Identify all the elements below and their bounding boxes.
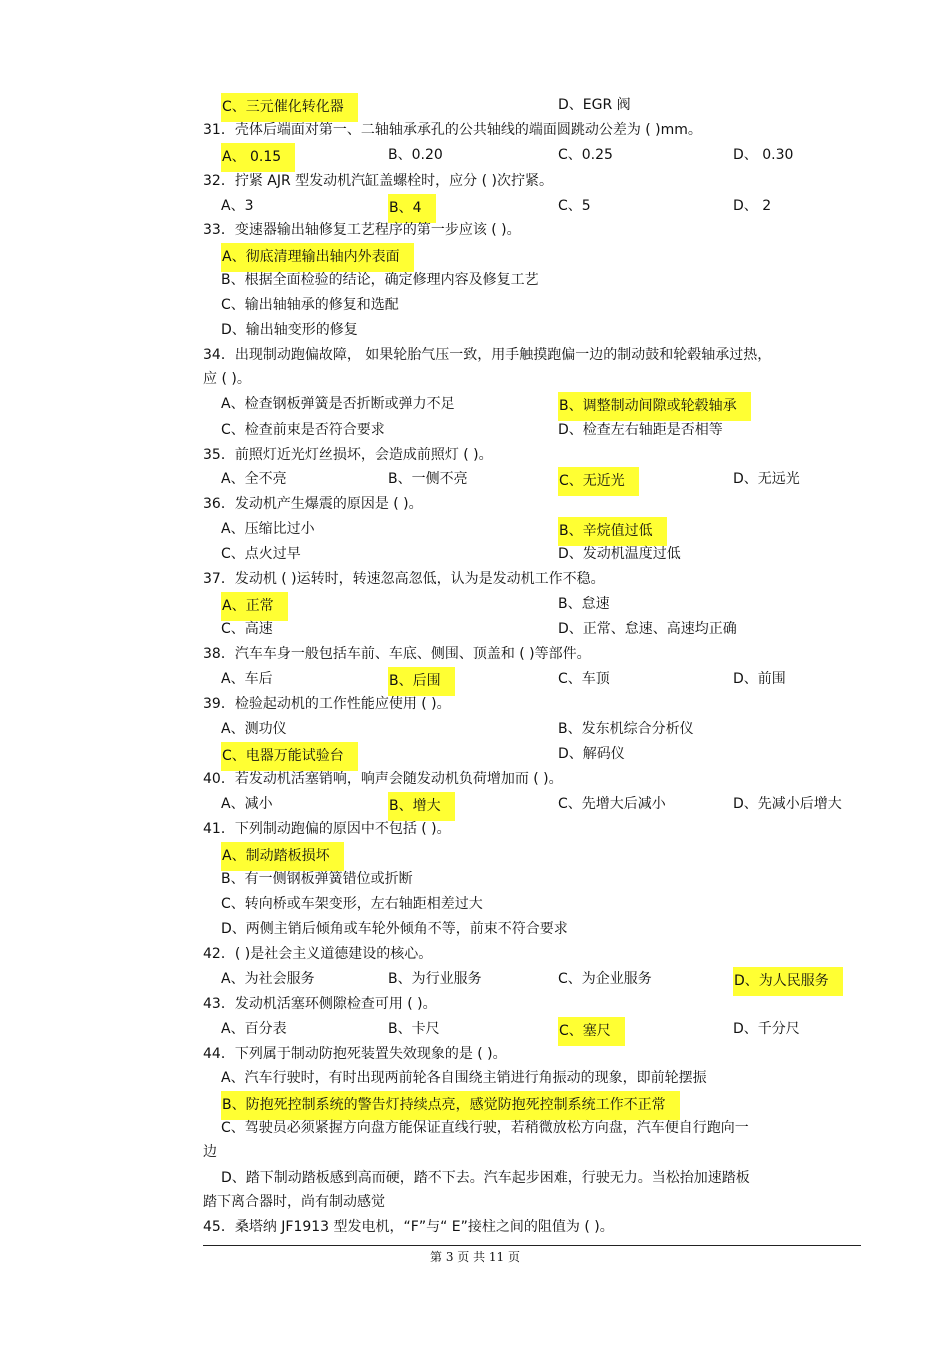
continuation-text: 边 (203, 1144, 217, 1160)
answer-option: B、怠速 (558, 596, 610, 612)
page-footer: 第 3 页 共 11 页 (430, 1250, 520, 1264)
answer-option: B、卡尺 (388, 1021, 440, 1037)
answer-option-highlighted: C、塞尺 (558, 1017, 625, 1046)
answer-option: C、检查前束是否符合要求 (221, 422, 385, 438)
text-line (0, 667, 950, 692)
answer-option-highlighted: D、为人民服务 (733, 967, 843, 996)
text-line (0, 243, 950, 268)
answer-option-highlighted: C、电器万能试验台 (221, 742, 358, 771)
text-line (0, 443, 950, 468)
text-line (0, 1190, 950, 1215)
answer-option: D、先减小后增大 (733, 796, 842, 812)
text-line (0, 1166, 950, 1191)
answer-option: A、车后 (221, 671, 273, 687)
answer-option: B、根据全面检验的结论，确定修理内容及修复工艺 (221, 272, 539, 288)
text-line (0, 892, 950, 917)
text-line (0, 392, 950, 417)
text-line (0, 767, 950, 792)
answer-option-highlighted: B、辛烷值过低 (558, 517, 667, 546)
answer-option: D、正常、怠速、高速均正确 (558, 621, 737, 637)
answer-option: A、汽车行驶时，有时出现两前轮各自围绕主销进行角振动的现象，即前轮摆振 (221, 1070, 707, 1086)
text-line (0, 842, 950, 867)
question-text: 34．出现制动跑偏故障， 如果轮胎气压一致，用手触摸跑偏一边的制动鼓和轮毂轴承过热， (203, 347, 772, 363)
question-text: 33．变速器输出轴修复工艺程序的第一步应该 ( )。 (203, 222, 521, 238)
text-line (0, 93, 950, 118)
answer-option: A、减小 (221, 796, 273, 812)
text-line (0, 367, 950, 392)
text-line (0, 917, 950, 942)
answer-option-highlighted: B、4 (388, 194, 436, 223)
answer-option: A、压缩比过小 (221, 521, 315, 537)
answer-option: B、为行业服务 (388, 971, 482, 987)
answer-option: D、两侧主销后倾角或车轮外倾角不等，前束不符合要求 (221, 921, 568, 937)
answer-option: D、 2 (733, 198, 772, 214)
continuation-text: 应 ( )。 (203, 371, 251, 387)
answer-option: A、检查钢板弹簧是否折断或弹力不足 (221, 396, 455, 412)
answer-option: C、驾驶员必须紧握方向盘方能保证直线行驶，若稍微放松方向盘，汽车便自行跑向一 (221, 1120, 749, 1136)
question-text: 43．发动机活塞环侧隙检查可用 ( )。 (203, 996, 437, 1012)
text-line (0, 1066, 950, 1091)
text-line (0, 867, 950, 892)
text-line (0, 517, 950, 542)
text-line (0, 143, 950, 168)
text-line (0, 343, 950, 368)
answer-option: D、无远光 (733, 471, 800, 487)
text-line (0, 967, 950, 992)
text-line (0, 492, 950, 517)
question-text: 32．拧紧 AJR 型发动机汽缸盖螺栓时，应分 ( )次拧紧。 (203, 173, 553, 189)
question-text: 39．检验起动机的工作性能应使用 ( )。 (203, 696, 451, 712)
question-text: 37．发动机 ( )运转时，转速忽高忽低，认为是发动机工作不稳。 (203, 571, 605, 587)
question-text: 36．发动机产生爆震的原因是 ( )。 (203, 496, 423, 512)
question-text: 45．桑塔纳 JF1913 型发电机，“F”与“ E”接柱之间的阻值为 ( )。 (203, 1219, 614, 1235)
answer-option: D、输出轴变形的修复 (221, 322, 358, 338)
answer-option-highlighted: A、正常 (221, 592, 288, 621)
text-line (0, 1215, 950, 1240)
text-line (0, 542, 950, 567)
text-line (0, 1091, 950, 1116)
text-line (0, 942, 950, 967)
answer-option: B、0.20 (388, 147, 443, 163)
answer-option-highlighted: C、三元催化转化器 (221, 93, 358, 122)
question-text: 44．下列属于制动防抱死装置失效现象的是 ( )。 (203, 1046, 507, 1062)
text-line (0, 418, 950, 443)
answer-option: B、有一侧钢板弹簧错位或折断 (221, 871, 413, 887)
answer-option: C、输出轴轴承的修复和选配 (221, 297, 399, 313)
text-line (0, 717, 950, 742)
text-line (0, 218, 950, 243)
answer-option: A、全不亮 (221, 471, 287, 487)
text-line (0, 692, 950, 717)
answer-option: C、点火过早 (221, 546, 301, 562)
answer-option-highlighted: B、调整制动间隙或轮毂轴承 (558, 392, 751, 421)
answer-option: B、发东机综合分析仪 (558, 721, 694, 737)
question-text: 38．汽车车身一般包括车前、车底、侧围、顶盖和 ( )等部件。 (203, 646, 591, 662)
answer-option-highlighted: A、制动踏板损坏 (221, 842, 344, 871)
answer-option: A、3 (221, 198, 254, 214)
answer-option: D、EGR 阀 (558, 97, 631, 113)
answer-option-highlighted: C、无近光 (558, 467, 639, 496)
text-line (0, 1017, 950, 1042)
answer-option: D、解码仪 (558, 746, 625, 762)
text-line (0, 792, 950, 817)
text-line (0, 194, 950, 219)
text-line (0, 992, 950, 1017)
answer-option: D、 0.30 (733, 147, 794, 163)
continuation-text: 踏下离合器时，尚有制动感觉 (203, 1194, 385, 1210)
text-line (0, 617, 950, 642)
answer-option: C、为企业服务 (558, 971, 652, 987)
text-line (0, 118, 950, 143)
answer-option: B、一侧不亮 (388, 471, 468, 487)
footer-rule (203, 1245, 861, 1246)
text-line (0, 1116, 950, 1141)
question-text: 42．( )是社会主义道德建设的核心。 (203, 946, 433, 962)
answer-option-highlighted: A、 0.15 (221, 143, 295, 172)
question-text: 35．前照灯近光灯丝损坏，会造成前照灯 ( )。 (203, 447, 493, 463)
text-line (0, 817, 950, 842)
answer-option-highlighted: B、防抱死控制系统的警告灯持续点亮，感觉防抱死控制系统工作不正常 (221, 1091, 680, 1120)
answer-option: C、0.25 (558, 147, 613, 163)
text-line (0, 268, 950, 293)
question-text: 41．下列制动跑偏的原因中不包括 ( )。 (203, 821, 451, 837)
answer-option: D、发动机温度过低 (558, 546, 681, 562)
text-line (0, 1042, 950, 1067)
text-line (0, 318, 950, 343)
answer-option: C、先增大后减小 (558, 796, 666, 812)
text-line (0, 742, 950, 767)
text-line (0, 592, 950, 617)
answer-option: C、高速 (221, 621, 273, 637)
question-text: 40．若发动机活塞销响，响声会随发动机负荷增加而 ( )。 (203, 771, 563, 787)
answer-option: C、5 (558, 198, 591, 214)
text-line (0, 567, 950, 592)
text-line (0, 1140, 950, 1165)
text-line (0, 467, 950, 492)
answer-option: D、千分尺 (733, 1021, 800, 1037)
text-line (0, 642, 950, 667)
answer-option: A、为社会服务 (221, 971, 315, 987)
answer-option: A、测功仪 (221, 721, 287, 737)
answer-option-highlighted: A、彻底清理输出轴内外表面 (221, 243, 414, 272)
answer-option: D、踏下制动踏板感到高而硬，踏不下去。汽车起步困难，行驶无力。当松抬加速踏板 (221, 1170, 750, 1186)
answer-option: C、车顶 (558, 671, 610, 687)
answer-option: D、检查左右轴距是否相等 (558, 422, 723, 438)
question-text: 31．壳体后端面对第一、二轴轴承承孔的公共轴线的端面圆跳动公差为 ( )mm。 (203, 122, 702, 138)
answer-option: D、前围 (733, 671, 786, 687)
text-line (0, 293, 950, 318)
answer-option-highlighted: B、后围 (388, 667, 455, 696)
answer-option: A、百分表 (221, 1021, 287, 1037)
answer-option-highlighted: B、增大 (388, 792, 455, 821)
text-line (0, 169, 950, 194)
answer-option: C、转向桥或车架变形，左右轴距相差过大 (221, 896, 483, 912)
